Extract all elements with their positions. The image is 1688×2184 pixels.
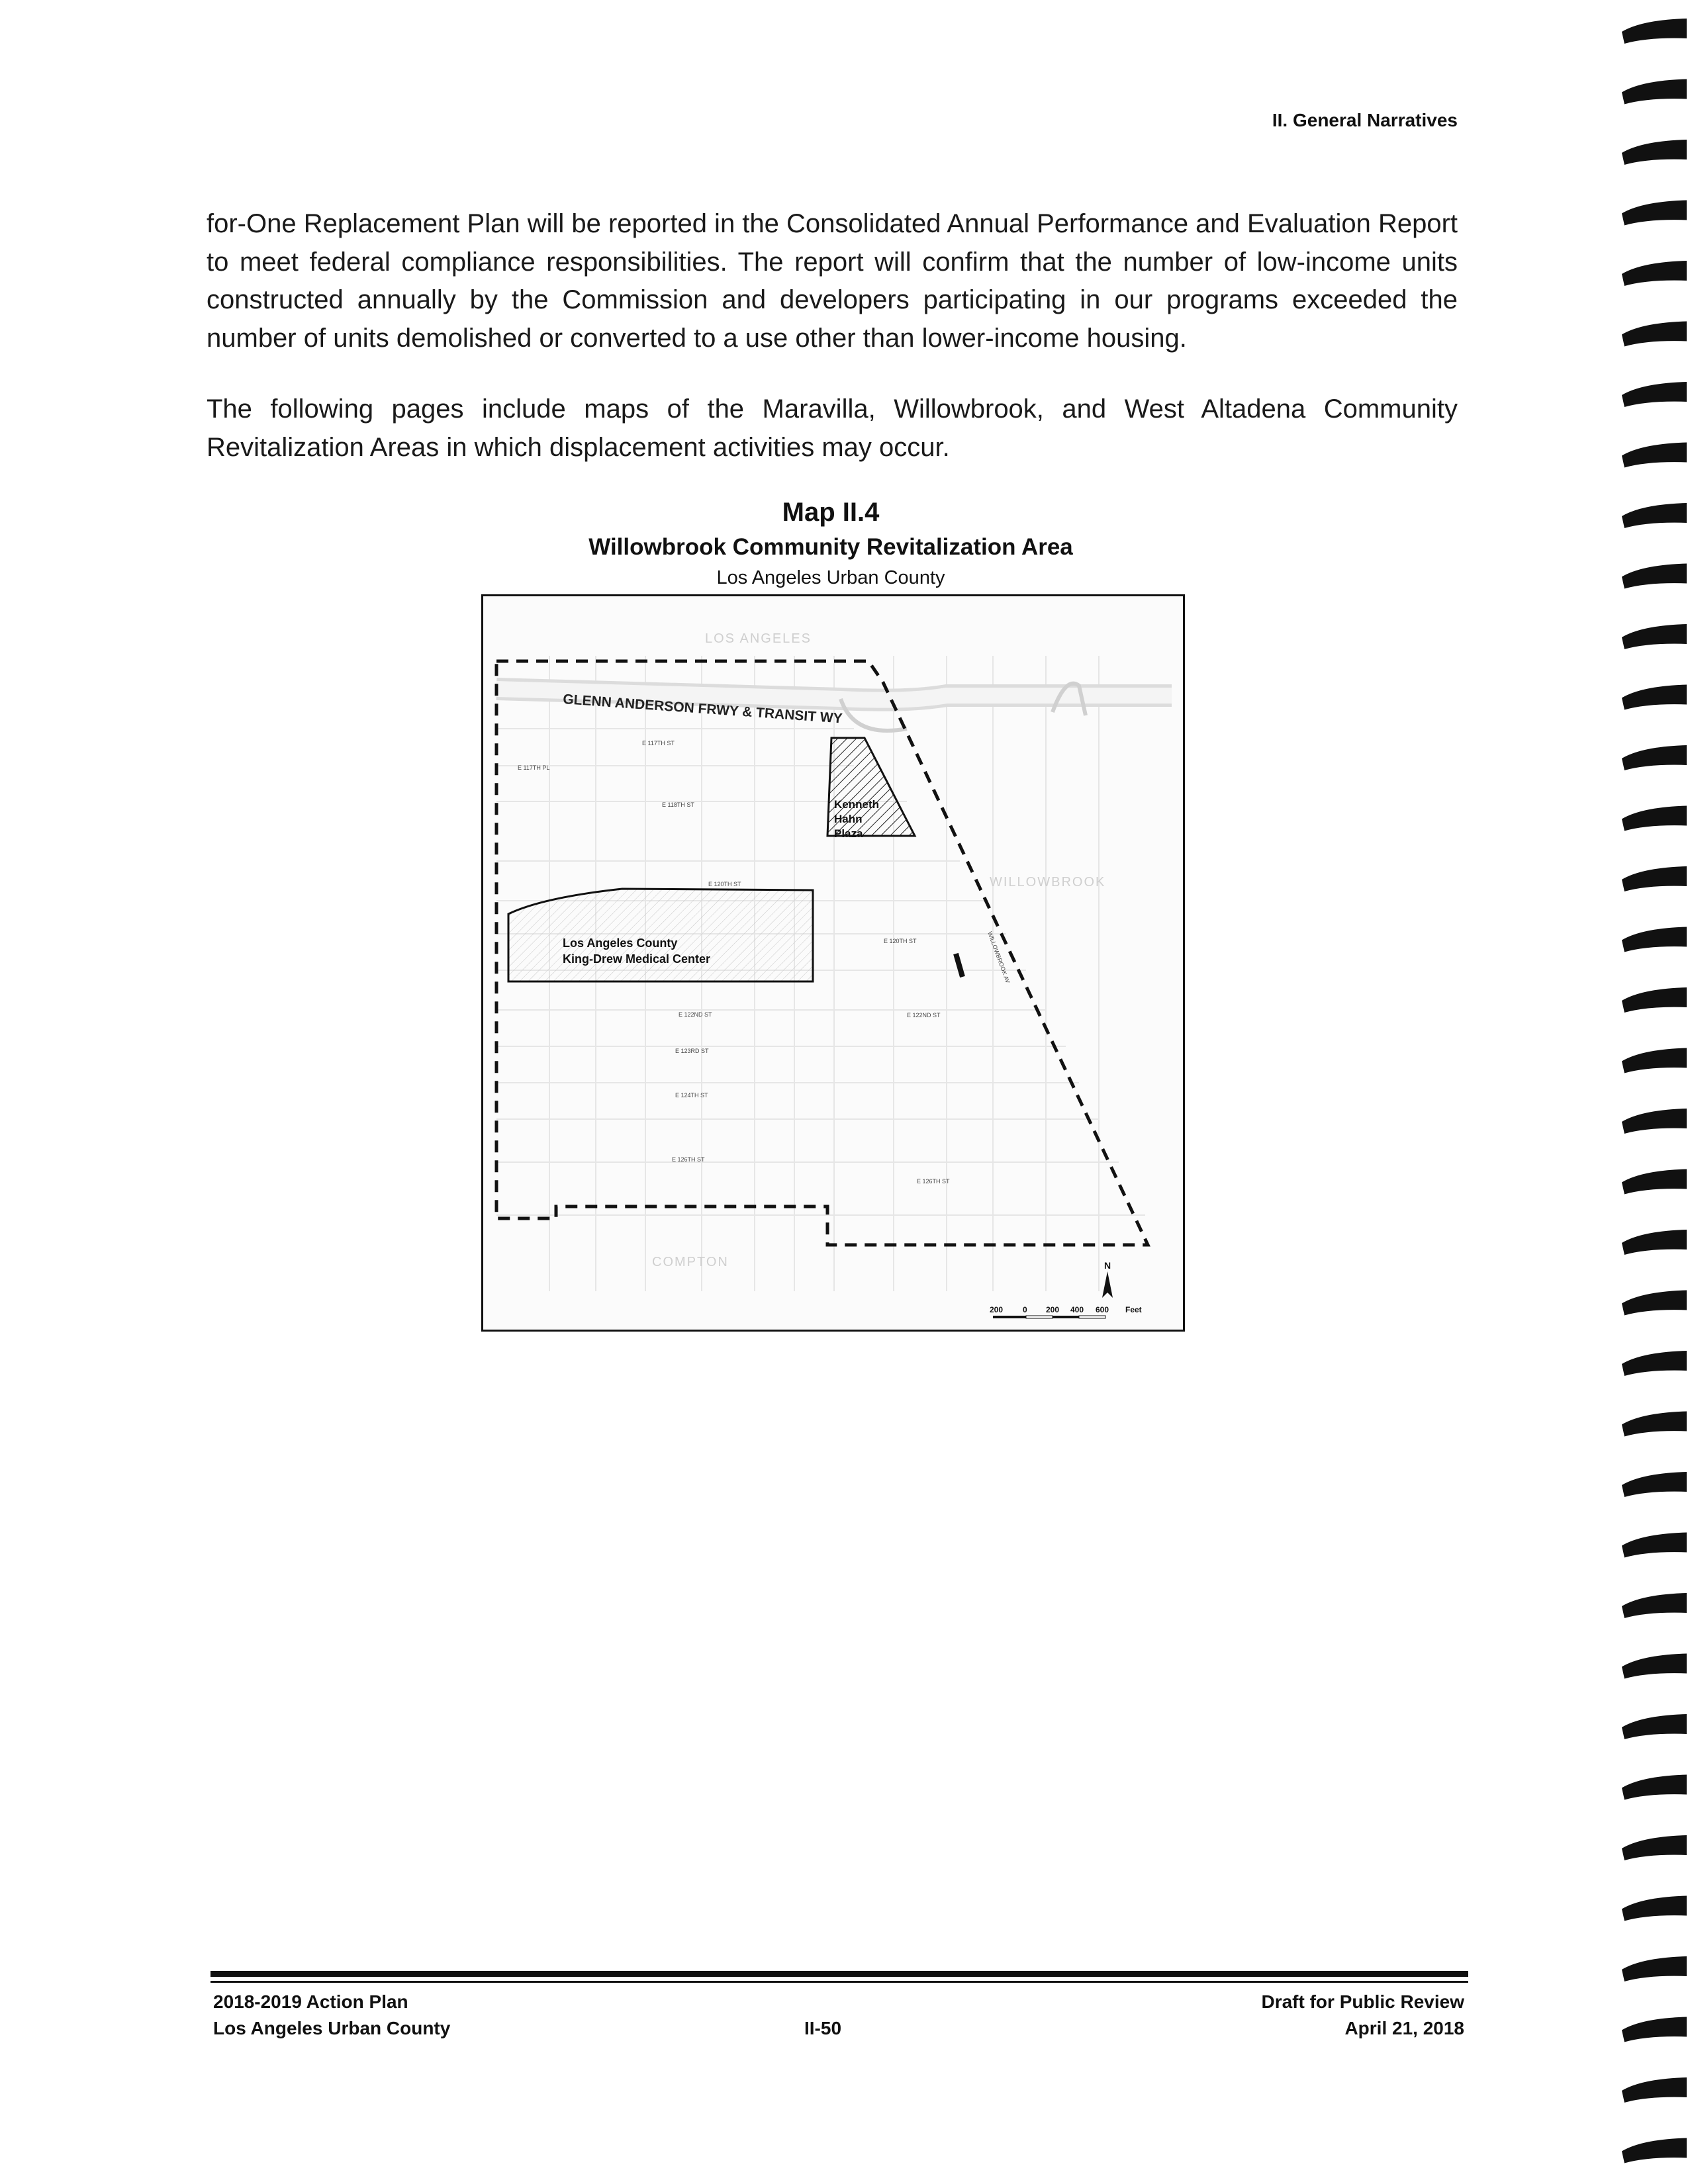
binding-coil bbox=[1622, 1169, 1687, 1195]
binding-coil bbox=[1622, 2077, 1687, 2103]
footer-rule-thin bbox=[211, 1981, 1468, 1983]
street-label: E 122ND ST bbox=[679, 1011, 712, 1018]
binding-coil bbox=[1622, 866, 1687, 891]
footer-date: April 21, 2018 bbox=[1344, 2018, 1464, 2038]
binding-coil bbox=[1622, 1412, 1687, 1437]
street-label: E 120TH ST bbox=[708, 881, 741, 887]
binding-coil bbox=[1622, 987, 1687, 1013]
footer-rule-thick bbox=[211, 1971, 1468, 1977]
binding-coil bbox=[1622, 1593, 1687, 1618]
binding-coil bbox=[1622, 1835, 1687, 1860]
label-kenneth-hahn-3: Plaza bbox=[834, 827, 863, 840]
binding-coil bbox=[1622, 624, 1687, 649]
svg-text:600: 600 bbox=[1096, 1305, 1109, 1314]
binding-coil bbox=[1622, 1109, 1687, 1134]
svg-text:200: 200 bbox=[1046, 1305, 1060, 1314]
binding-coil bbox=[1622, 322, 1687, 347]
binding-coil bbox=[1622, 79, 1687, 105]
street-label: WILLOWBROOK AV bbox=[986, 931, 1011, 985]
binding-coil bbox=[1622, 1533, 1687, 1558]
label-compton: COMPTON bbox=[652, 1255, 729, 1269]
footer-organization: Los Angeles Urban County bbox=[213, 2018, 451, 2038]
street-label: E 123RD ST bbox=[675, 1048, 709, 1054]
binding-coil bbox=[1622, 1291, 1687, 1316]
medical-center-parcel bbox=[508, 889, 813, 981]
north-arrow bbox=[1102, 1260, 1113, 1298]
binding-coil bbox=[1622, 19, 1687, 44]
svg-text:400: 400 bbox=[1070, 1305, 1084, 1314]
binding-coil bbox=[1622, 1472, 1687, 1497]
body-paragraph-2: The following pages include maps of the Maravilla, Willowbrook, and West Altadena Community Revitalization Areas in which displacement activities may occur. bbox=[207, 394, 1458, 462]
binding-coil bbox=[1622, 1775, 1687, 1800]
street-label: E 120TH ST bbox=[884, 938, 917, 944]
street-label: E 122ND ST bbox=[907, 1012, 941, 1019]
label-medical-center-1: Los Angeles County bbox=[563, 936, 678, 950]
map-subtitle: Los Angeles Urban County bbox=[716, 567, 945, 588]
body-paragraph-1: for-One Replacement Plan will be reported in the Consolidated Annual Performance and Evaluation Report to meet federal compliance responsibilities. The report will confirm that the number of low-income units constructed annually by the Commission and developers participating in our programs exceeded the number of units demolished or converted to a use other than lower-income housing. bbox=[207, 209, 1458, 353]
street-label: E 126TH ST bbox=[672, 1156, 705, 1163]
svg-text:N: N bbox=[1104, 1260, 1111, 1271]
binding-coil bbox=[1622, 443, 1687, 468]
binding-coil bbox=[1622, 2138, 1687, 2163]
binding-coil bbox=[1622, 382, 1687, 407]
street-label: E 117TH ST bbox=[642, 740, 675, 747]
scale-bar bbox=[990, 1305, 1142, 1318]
street-label: E 118TH ST bbox=[662, 801, 694, 808]
binding-coil bbox=[1622, 1048, 1687, 1073]
footer-draft-status: Draft for Public Review bbox=[1261, 1991, 1464, 2012]
binding-coil bbox=[1622, 927, 1687, 952]
binding-coil bbox=[1622, 806, 1687, 831]
binding-coil bbox=[1622, 201, 1687, 226]
map-figure bbox=[481, 594, 1185, 1332]
street-label: E 124TH ST bbox=[675, 1092, 708, 1099]
binding-coil bbox=[1622, 1230, 1687, 1255]
svg-text:200: 200 bbox=[990, 1305, 1004, 1314]
map-title: Willowbrook Community Revitalization Area bbox=[588, 534, 1073, 560]
section-header: II. General Narratives bbox=[1272, 110, 1458, 130]
svg-text:0: 0 bbox=[1023, 1305, 1027, 1314]
binding-coil bbox=[1622, 261, 1687, 286]
binding-coil bbox=[1622, 1654, 1687, 1679]
label-kenneth-hahn-2: Hahn bbox=[834, 813, 863, 825]
binding-coil bbox=[1622, 1956, 1687, 1981]
label-medical-center-2: King-Drew Medical Center bbox=[563, 952, 711, 966]
svg-text:Feet: Feet bbox=[1125, 1305, 1142, 1314]
binding-coil bbox=[1622, 564, 1687, 589]
label-freeway: GLENN ANDERSON FRWY & TRANSIT WY bbox=[562, 692, 843, 727]
footer-left bbox=[213, 1989, 450, 2042]
label-los-angeles: LOS ANGELES bbox=[705, 631, 812, 646]
binding-coil bbox=[1622, 2017, 1687, 2042]
page-number: II-50 bbox=[804, 2018, 842, 2038]
binding-coil bbox=[1622, 685, 1687, 710]
label-willowbrook: WILLOWBROOK bbox=[990, 875, 1106, 889]
street-label: E 126TH ST bbox=[917, 1178, 950, 1185]
binding-coil bbox=[1622, 140, 1687, 165]
binding-coil bbox=[1622, 1714, 1687, 1739]
binding-coil bbox=[1622, 1351, 1687, 1376]
footer-plan-title: 2018-2019 Action Plan bbox=[213, 1991, 408, 2012]
spiral-binding bbox=[1602, 0, 1688, 2184]
binding-coil bbox=[1622, 503, 1687, 528]
label-kenneth-hahn-1: Kenneth bbox=[834, 798, 879, 811]
binding-coil bbox=[1622, 745, 1687, 770]
street-label: E 117TH PL bbox=[518, 764, 550, 771]
map-number: Map II.4 bbox=[782, 498, 880, 527]
footer-right bbox=[1261, 1989, 1464, 2042]
binding-coil bbox=[1622, 1896, 1687, 1921]
